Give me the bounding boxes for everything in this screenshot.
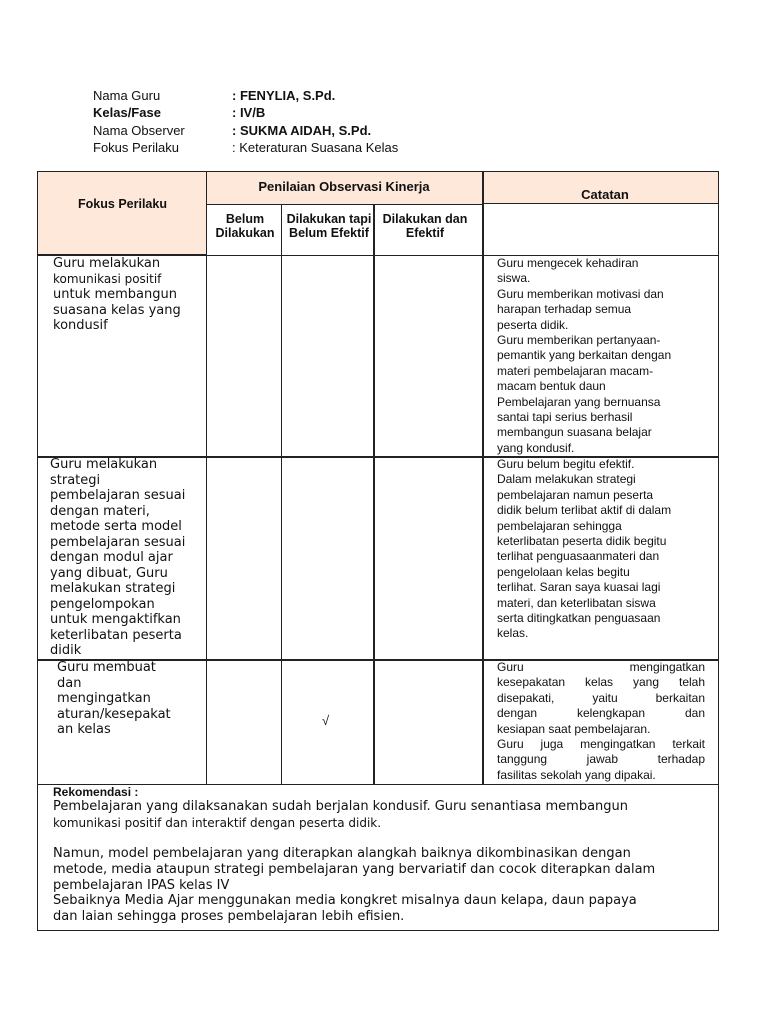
recommendation-line: dan laian sehingga proses pembelajaran lebih efisien. — [53, 909, 405, 925]
recommendation-line: komunikasi positif dan interaktif dengan peserta didik. — [53, 816, 382, 830]
notes-line: materi, dan keterlibatan siswa — [497, 595, 656, 610]
subcol-belum-dilakukan: Belum Dilakukan — [215, 212, 275, 240]
header-value: : FENYLIA, S.Pd. — [232, 88, 336, 103]
focus-line: an kelas — [57, 722, 111, 737]
row-3-notes — [497, 660, 705, 783]
focus-line: dengan modul ajar — [50, 550, 173, 565]
notes-line: Guru juga mengingatkan terkait — [497, 737, 705, 752]
notes-line: pengelolaan kelas begitu — [497, 564, 630, 579]
divider — [206, 171, 207, 785]
focus-line: metode serta model — [50, 519, 182, 534]
header-value: : SUKMA AIDAH, S.Pd. — [232, 123, 372, 138]
notes-line: Guru mengingatkan — [497, 660, 705, 674]
focus-line: dan — [57, 675, 82, 691]
focus-column-header: Fokus Perilaku — [78, 197, 167, 211]
notes-line: macam bentuk daun — [497, 379, 606, 394]
notes-line: didik belum terlibat aktif di dalam — [497, 503, 672, 518]
recommendation-para-1 — [53, 799, 715, 831]
header-label: Fokus Perilaku — [93, 140, 179, 155]
notes-line: disepakati, yaitu berkaitan — [497, 690, 705, 705]
focus-line: pembelajaran sesuai — [50, 534, 186, 550]
notes-line: terlihat. Saran saya kuasai lagi — [497, 580, 661, 595]
focus-line: untuk mengaktifkan — [50, 612, 181, 627]
notes-line: Guru memberikan motivasi dan — [497, 286, 664, 301]
divider — [482, 171, 484, 785]
divider — [373, 204, 375, 785]
notes-line: pembelajaran namun peserta — [497, 487, 654, 502]
focus-line: pengelompokan — [50, 596, 155, 612]
focus-line: keterlibatan peserta — [50, 627, 182, 643]
notes-line: terlihat penguasaanmateri dan — [497, 549, 660, 564]
subcol-dilakukan-belum-efektif: Dilakukan tapi Belum Efektif — [286, 212, 372, 240]
recommendation-line: pembelajaran IPAS kelas IV — [53, 877, 230, 893]
notes-line: siswa. — [497, 271, 531, 286]
recommendation-line: Namun, model pembelajaran yang diterapkan alangkah baiknya dikombinasikan dengan — [53, 846, 631, 861]
focus-line: dengan materi, — [50, 503, 150, 519]
notes-line: kesiapan saat pembelajaran. — [497, 721, 651, 736]
notes-line: keterlibatan peserta didik begitu — [497, 534, 667, 549]
focus-line: Guru melakukan — [50, 457, 158, 472]
recommendation-line: metode, media ataupun strategi pembelajaran yang bervariatif dan cocok diterapkan dalam — [53, 861, 656, 877]
notes-line: peserta didik. — [497, 317, 569, 332]
header-value: : IV/B — [232, 105, 266, 120]
divider — [37, 784, 719, 785]
row-1-focus — [53, 256, 203, 334]
notes-line: santai tapi serius berhasil — [497, 410, 633, 425]
notes-line: dengan kelengkapan dan — [497, 706, 705, 721]
focus-line: aturan/kesepakat — [57, 706, 171, 722]
notes-line: membangun suasana belajar — [497, 425, 652, 440]
notes-line: Pembelajaran yang bernuansa — [497, 394, 661, 409]
focus-line: Guru membuat — [57, 660, 156, 675]
header-label: Kelas/Fase — [93, 105, 161, 120]
recommendation-line: Sebaiknya Media Ajar menggunakan media kongkret misalnya daun kelapa, daun papaya — [53, 893, 637, 909]
focus-line: strategi — [50, 472, 101, 488]
recommendation-line: Pembelajaran yang dilaksanakan sudah berjalan kondusif. Guru senantiasa membangun — [53, 799, 629, 814]
focus-line: didik — [50, 643, 82, 658]
notes-line: pembelajaran sehingga — [497, 518, 622, 533]
notes-line: Guru belum begitu efektif. — [497, 457, 635, 471]
notes-line: harapan terhadap semua — [497, 302, 632, 317]
header-label: Nama Guru — [93, 88, 161, 103]
divider — [281, 204, 282, 785]
row-1-notes — [497, 256, 712, 456]
focus-line: yang dibuat, Guru — [50, 565, 168, 581]
notes-line: kelas. — [497, 626, 529, 641]
focus-line: untuk membangun — [53, 287, 177, 302]
focus-line: mengingatkan — [57, 691, 151, 706]
notes-line: fasilitas sekolah yang dipakai. — [497, 767, 656, 782]
notes-line: tanggung jawab terhadap — [497, 752, 705, 767]
recommendation-para-2 — [53, 846, 715, 925]
focus-line: melakukan strategi — [50, 581, 176, 596]
notes-line: Dalam melakukan strategi — [497, 472, 636, 487]
notes-line: yang kondusif. — [497, 440, 575, 455]
notes-line: kesepakatan kelas yang telah — [497, 675, 705, 690]
notes-column-header: Catatan — [581, 187, 629, 202]
row-2-focus — [50, 457, 205, 659]
row-2-notes — [497, 457, 712, 642]
header-value: : Keteraturan Suasana Kelas — [232, 140, 399, 155]
notes-line: serta ditingkatkan penguasaan — [497, 611, 661, 626]
notes-line: materi pembelajaran macam- — [497, 363, 654, 378]
notes-line: Guru memberikan pertanyaan- — [497, 333, 661, 348]
recommendation-title: Rekomendasi : — [53, 785, 139, 799]
assessment-column-header: Penilaian Observasi Kinerja — [258, 179, 430, 194]
header-label: Nama Observer — [93, 123, 185, 138]
focus-line: kondusif — [53, 318, 108, 333]
focus-line: pembelajaran sesuai — [50, 488, 186, 503]
subcol-dilakukan-efektif: Dilakukan dan Efektif — [382, 212, 468, 240]
row-3-check-mark: √ — [322, 713, 330, 728]
divider — [206, 204, 483, 205]
notes-line: Guru mengecek kehadiran — [497, 256, 639, 270]
notes-line: pemantik yang berkaitan dengan — [497, 348, 672, 363]
row-3-focus — [57, 660, 205, 738]
focus-line: suasana kelas yang — [53, 302, 181, 318]
focus-line: komunikasi positif — [53, 271, 162, 286]
focus-line: Guru melakukan — [53, 256, 161, 271]
